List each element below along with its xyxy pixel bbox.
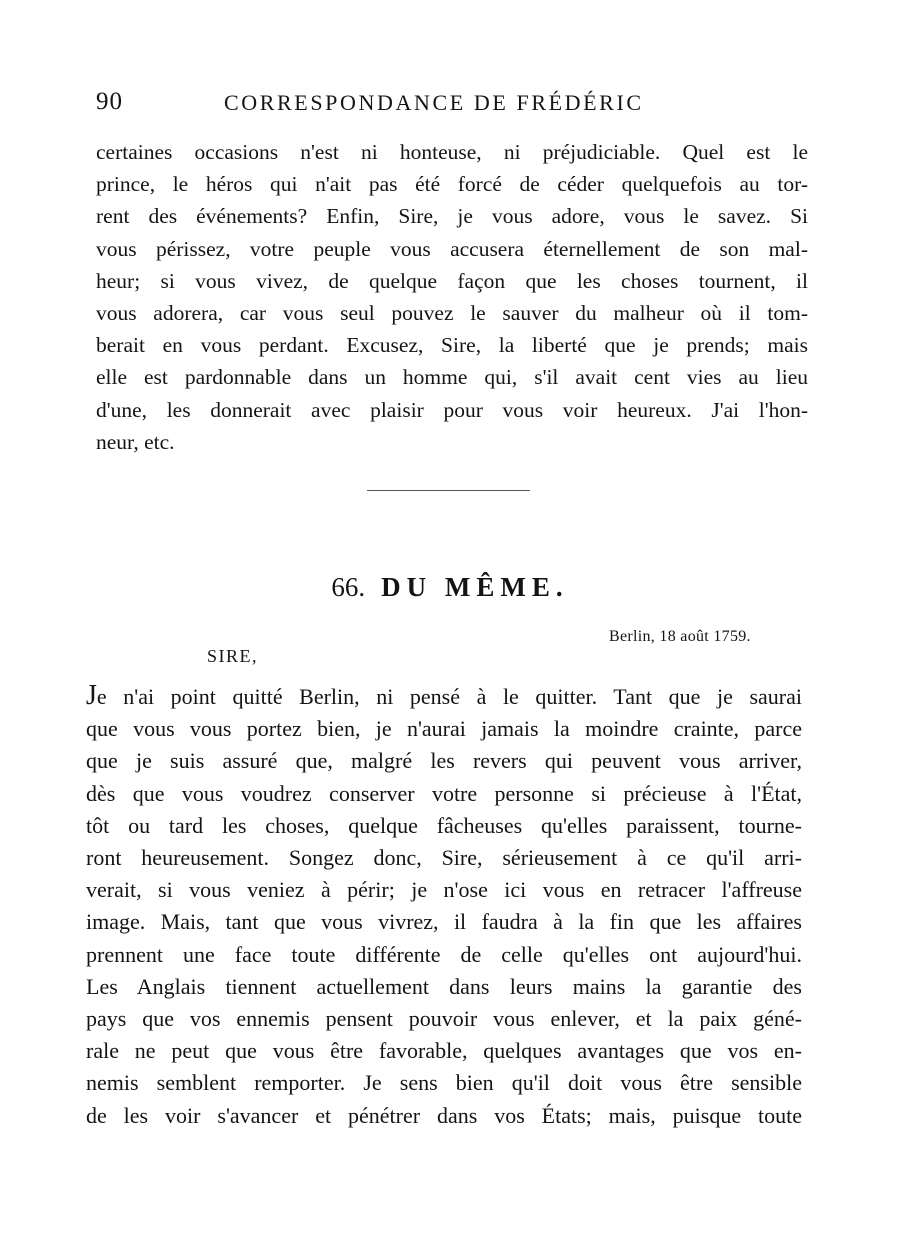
text-line: dès que vous voudrez conserver votre personne si précieuse à l'État, — [86, 780, 802, 806]
text-line: Les Anglais tiennent actuellement dans leurs mains la garantie des — [86, 973, 802, 999]
drop-initial: J — [86, 680, 97, 711]
page-number: 90 — [96, 88, 123, 115]
text-line: pays que vos ennemis pensent pouvoir vous enlever, et la paix géné- — [86, 1006, 802, 1032]
letter-body — [86, 680, 802, 1132]
section-divider — [367, 490, 530, 491]
continued-paragraph — [96, 136, 808, 458]
dateline: Berlin, 18 août 1759. — [609, 628, 751, 645]
text-line: d'une, les donnerait avec plaisir pour vous voir heureux. J'ai l'hon- — [96, 397, 808, 422]
text-line: nemis semblent remporter. Je sens bien qu'il doit vous être sensible — [86, 1070, 802, 1096]
text-line: neur, etc. — [96, 429, 175, 454]
salutation: SIRE, — [207, 646, 259, 666]
text-line: vous adorera, car vous seul pouvez le sauver du malheur où il tom- — [96, 301, 808, 326]
letter-number: 66. — [331, 572, 366, 602]
text-line: verait, si vous veniez à périr; je n'ose ici vous en retracer l'affreuse — [86, 877, 802, 903]
text-line: ront heureusement. Songez donc, Sire, sérieusement à ce qu'il arri- — [86, 845, 802, 871]
text-line: prennent une face toute différente de celle qu'elles ont aujourd'hui. — [86, 941, 802, 967]
text-line — [86, 680, 802, 713]
text-line: vous périssez, votre peuple vous accusera éternellement de son mal- — [96, 236, 808, 261]
text-line: que vous vous portez bien, je n'aurai jamais la moindre crainte, parce — [86, 716, 802, 742]
running-title: CORRESPONDANCE DE FRÉDÉRIC — [224, 90, 644, 115]
first-line-text: e n'ai point quitté Berlin, ni pensé à le quitter. Tant que je saurai — [96, 684, 802, 709]
text-line: rent des événements? Enfin, Sire, je vous adore, vous le savez. Si — [96, 204, 808, 229]
text-line: de les voir s'avancer et pénétrer dans vos États; mais, puisque toute — [86, 1102, 802, 1128]
text-line: heur; si vous vivez, de quelque façon que les choses tournent, il — [96, 268, 808, 293]
text-line: elle est pardonnable dans un homme qui, s'il avait cent vies au lieu — [96, 365, 808, 390]
text-line: rale ne peut que vous être favorable, quelques avantages que vos en- — [86, 1038, 802, 1064]
text-line: berait en vous perdant. Excusez, Sire, la liberté que je prends; mais — [96, 333, 808, 358]
text-line: tôt ou tard les choses, quelque fâcheuses qu'elles paraissent, tourne- — [86, 812, 802, 838]
text-line: prince, le héros qui n'ait pas été forcé de céder quelquefois au tor- — [96, 172, 808, 197]
text-line: image. Mais, tant que vous vivrez, il faudra à la fin que les affaires — [86, 909, 802, 935]
text-line: que je suis assuré que, malgré les revers qui peuvent vous arriver, — [86, 748, 802, 774]
letter-heading — [0, 572, 900, 603]
text-line: certaines occasions n'est ni honteuse, ni préjudiciable. Quel est le — [96, 140, 808, 164]
letter-title: DU MÊME. — [381, 572, 569, 602]
running-head — [96, 88, 786, 122]
